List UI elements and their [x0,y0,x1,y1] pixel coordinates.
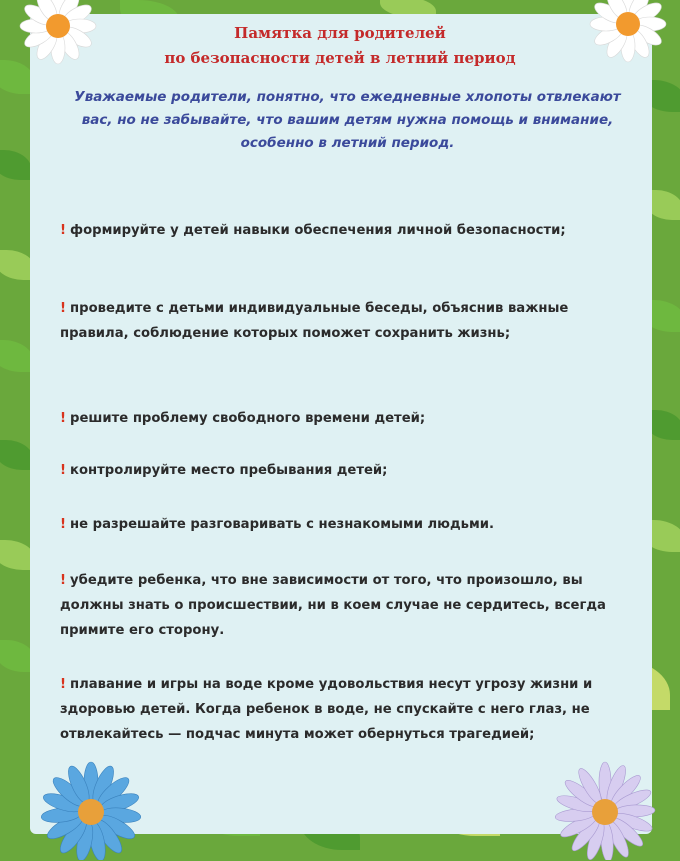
list-item [60,406,630,431]
list-item [60,218,630,243]
exclamation-mark: ! [60,301,67,316]
purple-flower-icon [550,760,660,860]
leaf-icon [0,340,34,372]
list-item-text: убедите ребенка, что вне зависимости от того, что произошло, вы должны знать о происшествии, ни в коем случае не сердитесь, всегда примите его сторону. [60,573,606,638]
title-line-2: по безопасности детей в летний период [164,49,516,67]
leaf-icon [0,440,34,470]
list-item-text: плавание и игры на воде кроме удовольствия несут угрозу жизни и здоровью детей. Когда ребенок в воде, не спускайте с него глаз, не отвлекайтесь — подчас минута может обернуться трагедией; [60,677,593,742]
list-item-text: решите проблему свободного времени детей; [70,411,426,426]
list-item [60,512,630,537]
list-item [60,458,630,483]
list-item [60,296,630,346]
list-item [60,672,630,747]
list-item-text: не разрешайте разговаривать с незнакомыми людьми. [70,517,495,532]
list-item [60,568,630,643]
leaf-icon [0,150,32,180]
exclamation-mark: ! [60,573,67,588]
title-line-1: Памятка для родителей [234,24,446,42]
exclamation-mark: ! [60,517,67,532]
exclamation-mark: ! [60,677,67,692]
intro-paragraph: Уважаемые родители, понятно, что ежедневные хлопоты отвлекают вас, но не забывайте, что вашим детям нужна помощь и внимание, особенно в летний период. [74,89,621,151]
exclamation-mark: ! [60,411,67,426]
exclamation-mark: ! [60,463,67,478]
list-item-text: контролируйте место пребывания детей; [70,463,388,478]
exclamation-mark: ! [60,223,67,238]
blue-flower-icon [36,760,146,860]
list-item-text: формируйте у детей навыки обеспечения личной безопасности; [70,223,566,238]
list-item-text: проведите с детьми индивидуальные беседы, объяснив важные правила, соблюдение которых поможет сохранить жизнь; [60,301,569,341]
